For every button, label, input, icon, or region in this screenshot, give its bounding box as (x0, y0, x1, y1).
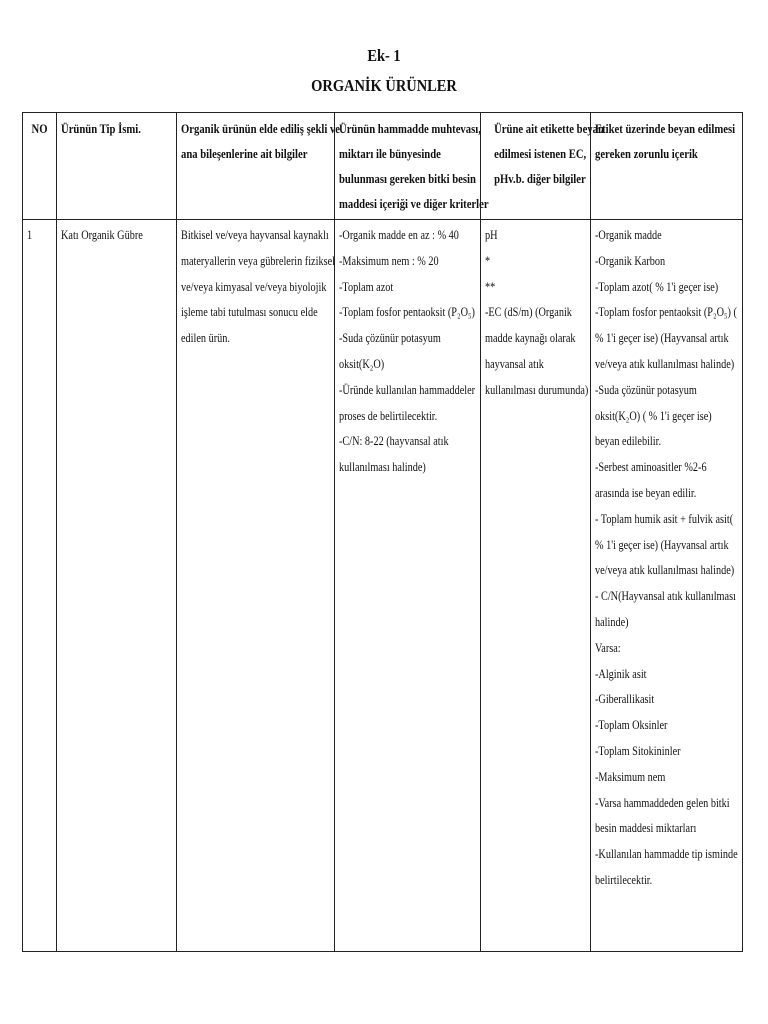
text-line: pHv.b. diğer bilgiler (494, 171, 586, 186)
text-line: -C/N: 8-22 (hayvansal atık (339, 434, 449, 449)
cell-no: 1 (23, 220, 57, 952)
text-line: hayvansal atık (485, 356, 544, 371)
cell-criteria (335, 220, 481, 952)
text-line: -Toplam fosfor pentaoksit (P₂O₅) (339, 305, 475, 320)
text-line: -Organik madde en az : % 40 (339, 228, 459, 242)
text-line: beyan edilebilir. (595, 434, 662, 449)
text-line: oksit(K₂O) ( % 1'i geçer ise) (595, 408, 712, 423)
text-line: -Organik madde (595, 228, 662, 242)
text-line: Bitkisel ve/veya hayvansal kaynaklı (181, 228, 329, 242)
document-title: ORGANİK ÜRÜNLER (311, 76, 457, 95)
text-line: oksit(K₂O) (339, 356, 385, 371)
header-criteria (335, 113, 489, 220)
header-production (177, 113, 341, 220)
text-line: -EC (dS/m) (Organik (485, 305, 572, 320)
cell-production (177, 220, 335, 952)
text-line: - Toplam humik asit + fulvik asit( (595, 511, 734, 526)
text-line: maddesi içeriği ve diğer kriterler (339, 196, 489, 211)
cell-label-ec (481, 220, 591, 952)
text-line: bulunması gereken bitki besin (339, 171, 476, 186)
text-line: -Toplam fosfor pentaoksit (P₂O₅) ( (595, 305, 737, 320)
text-line: miktarı ile bünyesinde (339, 146, 441, 161)
text-line: Organik ürünün elde ediliş şekli ve (181, 121, 341, 136)
text-line: -Varsa hammaddeden gelen bitki (595, 795, 730, 810)
text-line: proses de belirtilecektir. (339, 408, 438, 423)
text-line: madde kaynağı olarak (485, 331, 576, 346)
text-line: -Kullanılan hammadde tip isminde (595, 847, 738, 862)
text-line: -Alginik asit (595, 666, 647, 681)
text-line: -Suda çözünür potasyum (595, 382, 697, 397)
text-line: edilen ürün. (181, 331, 230, 346)
text-line: ana bileşenlerine ait bilgiler (181, 146, 308, 161)
text-line: edilmesi istenen EC, (494, 146, 587, 161)
text-line: Ürünün hammadde muhtevası, (339, 121, 481, 136)
text-line: kullanılması durumunda) (485, 382, 589, 397)
text-line: -Giberallikasit (595, 692, 655, 707)
text-line: -Maksimum nem (595, 769, 666, 784)
table-row (23, 220, 743, 952)
cell-type-name: Katı Organik Gübre (57, 220, 177, 952)
text-line: -Üründe kullanılan hammaddeler (339, 382, 476, 397)
table-header-row (23, 113, 743, 220)
text-line: -Toplam Oksinler (595, 718, 668, 733)
text-line: ve/veya atık kullanılması halinde) (595, 356, 735, 371)
text-line: -Toplam azot( % 1'i geçer ise) (595, 279, 719, 294)
text-line: * (485, 253, 491, 268)
text-line: Ürüne ait etikette beyan (494, 121, 604, 136)
header-type-name: Ürünün Tip İsmi. (57, 113, 177, 220)
text-line: % 1'i geçer ise) (Hayvansal artık (595, 537, 729, 552)
text-line: - C/N(Hayvansal atık kullanılması (595, 589, 736, 604)
text-line: -Toplam Sitokininler (595, 743, 681, 758)
cell-label-content (591, 220, 743, 952)
text-line: materyallerin veya gübrelerin fiziksel (181, 253, 335, 268)
text-line: -Suda çözünür potasyum (339, 331, 441, 346)
text-line: arasında ise beyan edilir. (595, 485, 697, 500)
text-line: -Maksimum nem : % 20 (339, 253, 439, 268)
text-line: Varsa: (595, 640, 621, 655)
text-line: belirtilecektir. (595, 872, 653, 887)
text-line: işleme tabi tutulması sonucu elde (181, 305, 318, 320)
text-line: % 1'i geçer ise) (Hayvansal artık (595, 331, 729, 346)
text-line: pH (485, 228, 498, 242)
text-line: besin maddesi miktarları (595, 821, 697, 836)
text-line: Etiket üzerinde beyan edilmesi (595, 121, 736, 136)
header-label-ec (481, 113, 604, 220)
text-line: halinde) (595, 614, 629, 629)
text-line: ve/veya atık kullanılması halinde) (595, 563, 735, 578)
organic-products-table (22, 112, 743, 952)
text-line: ve/veya kimyasal ve/veya biyolojik (181, 279, 327, 294)
text-line: gereken zorunlu içerik (595, 146, 698, 161)
annex-number: Ek- 1 (367, 46, 401, 65)
text-line: -Organik Karbon (595, 253, 666, 268)
header-no: NO (23, 113, 57, 220)
text-line: kullanılması halinde) (339, 460, 426, 475)
text-line: -Toplam azot (339, 279, 394, 294)
header-label-content (591, 113, 743, 220)
text-line: -Serbest aminoasitler %2-6 (595, 460, 707, 475)
text-line: ** (485, 279, 496, 294)
